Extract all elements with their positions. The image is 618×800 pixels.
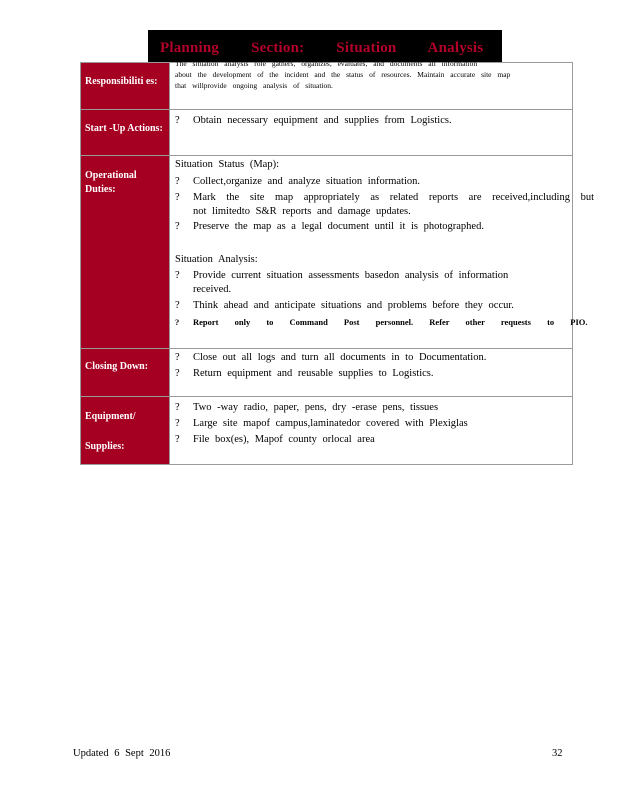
list-item: ? Large site mapof campus,laminatedor covered with Plexiglas bbox=[175, 418, 468, 429]
content-cell bbox=[169, 349, 572, 396]
content-cell bbox=[169, 110, 572, 155]
list-item: ? Preserve the map as a legal document until it is photographed. bbox=[175, 221, 484, 232]
content-cell bbox=[169, 397, 572, 464]
footer-updated: Updated 6 Sept 2016 bbox=[73, 748, 171, 759]
responsibilities-text-line: The situation analysis role gathers, organizes, evaluates, and documents all information bbox=[175, 59, 478, 68]
list-item: ? Collect,organize and analyze situation information. bbox=[175, 176, 420, 187]
bullet-icon: ? bbox=[175, 300, 180, 311]
responsibilities-label: Responsibiliti es: bbox=[85, 76, 158, 87]
list-item-continuation: not limitedto S&R reports and damage updates. bbox=[193, 206, 411, 217]
operational-row bbox=[80, 156, 594, 349]
content-cell bbox=[169, 156, 594, 348]
label-cell bbox=[81, 156, 169, 348]
list-item: ? Report only to Command Post personnel. Refer other requests to PIO. bbox=[175, 317, 588, 327]
label-cell bbox=[81, 63, 169, 109]
bullet-icon: ? bbox=[175, 192, 180, 203]
list-item-continuation: received. bbox=[193, 284, 232, 295]
supplies-label: Supplies: bbox=[85, 441, 125, 452]
list-item: ? Obtain necessary equipment and supplies from Logistics. bbox=[175, 115, 452, 126]
bullet-icon: ? bbox=[175, 434, 180, 445]
label-cell bbox=[81, 349, 169, 396]
responsibilities-text-line: that willprovide ongoing analysis of situation. bbox=[175, 81, 333, 90]
equipment-label: Equipment/ bbox=[85, 411, 136, 422]
list-item: ? Close out all logs and turn all documents in to Documentation. bbox=[175, 352, 487, 363]
equipment-row bbox=[80, 397, 573, 465]
startup-row bbox=[80, 110, 573, 156]
list-item: ? Return equipment and reusable supplies to Logistics. bbox=[175, 368, 434, 379]
bullet-icon: ? bbox=[175, 368, 180, 379]
startup-label: Start -Up Actions: bbox=[85, 123, 163, 134]
responsibilities-row bbox=[80, 59, 573, 110]
bullet-icon: ? bbox=[175, 176, 180, 187]
subheading: Situation Status (Map): bbox=[175, 159, 279, 170]
bullet-icon: ? bbox=[175, 352, 180, 363]
list-item: ? Provide current situation assessments basedon analysis of information bbox=[175, 270, 509, 281]
list-item: ? File box(es), Mapof county orlocal area bbox=[175, 434, 375, 445]
operational-label: Operational Duties: bbox=[85, 170, 137, 195]
page-number: 32 bbox=[552, 748, 563, 759]
closing-row bbox=[80, 349, 573, 397]
list-item: ? Two -way radio, paper, pens, dry -erase pens, tissues bbox=[175, 402, 439, 413]
bullet-icon: ? bbox=[175, 317, 180, 327]
section-title: Planning Section: Situation Analysis bbox=[160, 40, 484, 56]
bullet-icon: ? bbox=[175, 270, 180, 281]
bullet-icon: ? bbox=[175, 418, 180, 429]
content-cell bbox=[169, 59, 572, 109]
subheading: Situation Analysis: bbox=[175, 254, 258, 265]
closing-label: Closing Down: bbox=[85, 361, 149, 372]
bullet-icon: ? bbox=[175, 221, 180, 232]
list-item: ? Think ahead and anticipate situations and problems before they occur. bbox=[175, 300, 514, 311]
label-cell bbox=[81, 397, 169, 464]
responsibilities-text-line: about the development of the incident and the status of resources. Maintain accurate site map bbox=[175, 70, 511, 79]
list-item: ? Mark the site map appropriately as related reports are received,including but bbox=[175, 192, 594, 203]
label-cell bbox=[81, 110, 169, 155]
bullet-icon: ? bbox=[175, 402, 180, 413]
bullet-icon: ? bbox=[175, 115, 180, 126]
